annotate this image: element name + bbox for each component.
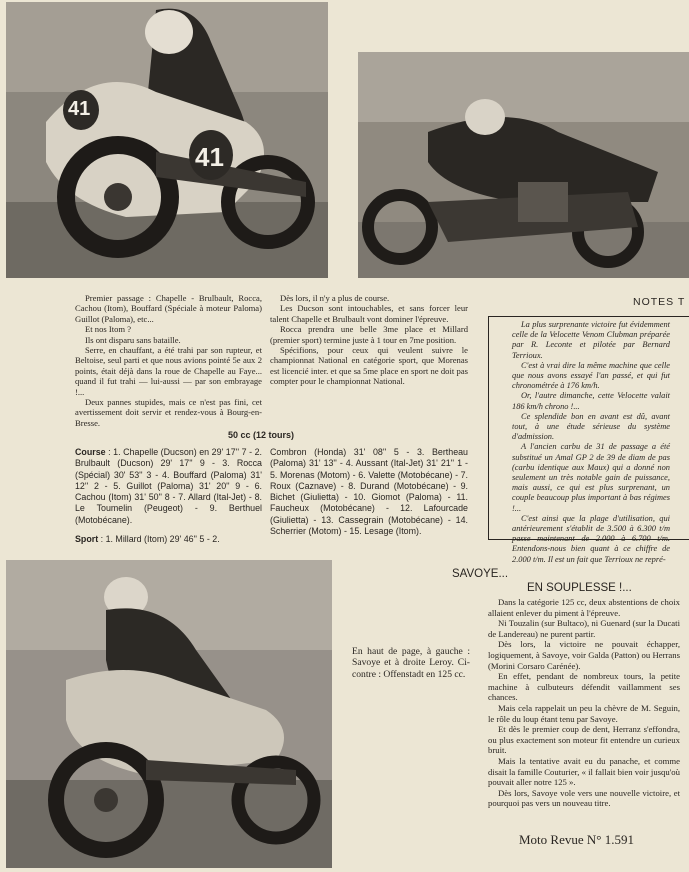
paragraph: Dès lors, il n'y a plus de course. [280,293,390,303]
paragraph: Ni Touzalin (sur Bultaco), ni Guenard (sur la Ducati de Landereau) ne purent partir. [488,618,680,639]
notes-paragraph: C'est ainsi que la plage d'utilisation, qui antérieurement s'établit de 3.500 à 6.300 t/m passe maintenant de 2.000 à 6.700 t/m. Entendons-nous bien quant à ce chiffre de 2.000 t/m. Il est un fait que Terrioux ne repré- [512,513,670,564]
paragraph: Et dès le premier coup de dent, Herranz s'effondra, ou plus exactement son moteur fit entendre un curieux bruit. [488,724,680,756]
sport-label: Sport [75,534,99,545]
photo-caption: En haut de page, à gauche : Savoye et à droite Leroy. Ci-contre : Offenstadt en 125 cc. [352,646,470,680]
sport-results-text: : 1. Millard (Itom) 29' 46'' 5 - 2. [98,534,220,545]
paragraph: Mais la tentative avait eu du panache, et comme disait la famille Couturier, « il fallait bien voir jusqu'où pouvait aller notre 125 ». [488,755,680,788]
results-heading: 50 cc (12 tours) [228,430,295,440]
race-report-middle-column [270,293,468,387]
results-right-column [270,447,468,537]
paragraph: Ils ont disparu sans bataille. [85,334,181,345]
race-report-left-column [75,293,262,428]
savoye-article [488,597,680,809]
rider-number-label: 41 [195,142,224,172]
course-results [75,447,262,526]
results-left-column [75,447,262,545]
sport-results-continued: Combron (Honda) 31' 08'' 5 - 3. Bertheau (Paloma) 31' 13'' - 4. Aussant (Ital-Jet) 31' 21'' 1 - 5. Morenas (Motom) - 6. Valette (Motobécane) - 7. Roux (Caznave) - 8. Durand (Motobécane) - 9. Bichet (Giulietta) - 10. Giomot (Paloma) - 11. Faucheux (Motobécane) - 12. Lafourcade (Giulietta) - 13. Cassegrain (Motobécane) - 14. Scherrier (Motom) - 15. Lesage (Itom). [270,447,468,537]
notes-body [512,320,670,565]
magazine-footer: Moto Revue N° 1.591 [519,832,634,847]
paragraph: Serre, en chauffant, a été trahi par son rupteur, et Beltoise, seul parti et que nous avions pointé 5e aux 2 points, était déjà dans la roue de Chapelle au Faye... quand il fut trahi — lui-aussi — par son embrayage !... [75,345,262,397]
paragraph: Premier passage : Chapelle - Brulbault, Rocca, Cachou (Itom), Bouffard (Spéciale à moteur Paloma) Guillot (Paloma), etc... [75,293,262,324]
notes-paragraph: Ce splendide bon en avant est dû, avant tout, à une étude sérieuse du système d'admission. [512,411,670,442]
section-subtitle: EN SOUPLESSE !... [527,582,632,594]
photo-savoye-rider-41 [6,2,328,278]
paragraph: Et nos Itom ? [85,324,132,335]
photo-leroy [358,52,689,278]
sport-results [75,534,262,545]
paragraph: Dès lors, la victoire ne pouvait échapper, logiquement, à Savoye, voir Galda (Patton) ou Herrans (Morini Corsaro Carénée). [488,639,680,671]
notes-title: NOTES T [633,296,686,308]
paragraph: Mais cela rappelait un peu la chèvre de M. Seguin, le rôle du loup étant tenu par Savoye. [488,702,680,724]
notes-paragraph: C'est à vrai dire la même machine que celle que nous avons essayé l'an passé, et qui fut chronométrée à 176 km/h. [512,360,670,391]
paragraph: Les Ducson sont intouchables, et sans forcer leur talent Chapelle et Brulbault vont dominer l'épreuve. [270,303,468,324]
paragraph: Dès lors, Savoye vole vers une nouvelle victoire, et pourquoi pas vers un nouveau titre. [488,787,680,809]
paragraph: Deux pannes stupides, mais ce n'est pas fini, cet avertissement doit servir et rendez-vous à Bourg-en-Bresse. [75,397,262,428]
paragraph: Rocca prendra une belle 3me place et Millard (premier sport) termine juste à 1 tour en 7me position. [270,324,468,345]
notes-paragraph: La plus surprenante victoire fut évidemment celle de la Velocette Venom Clubman préparée par R. Leconte et pilotée par Bernard Terrioux. [512,320,670,360]
course-results-text: : 1. Chapelle (Ducson) en 29' 17'' 7 - 2. Brulbault (Ducson) 29' 17'' 9 - 3. Rocca (Spécial) 30' 53'' 3 - 4. Bouffard (Paloma) 31' 12'' 2 - 5. Guillot (Paloma) 31' 20'' 9 - 6. Cachou (Itom) 31' 50'' 8 - 7. Allard (Ital-Jet) - 8. Le Toumelin (Peugeot) - 9. Berthuel (Motobécane). [75,447,262,525]
paragraph: Spécifions, pour ceux qui veulent suivre le championnat National en catégorie sport, que Morenas est licencié inter. et que sa 5me place en sport ne doit pas compter pour le championnat National. [270,345,468,387]
notes-paragraph: A l'ancien carbu de 31 de passage a été substitué un Amal GP 2 de 39 de diam de pas (carbu identique aux Maux) qui a donné non seulement un très notable gain de puissance, mais aussi, ce qui est plus surprenant, un couple beaucoup plus important à bas régimes !... [512,442,670,513]
section-title: SAVOYE... [452,568,509,580]
notes-paragraph: Or, l'autre dimanche, cette Velocette valait 186 km/h chrono !... [512,391,670,411]
paragraph: En effet, pendant de nombreux tours, la petite machine à culbuteurs défendit vaillamment ses chances. [488,671,680,703]
paragraph: Dans la catégorie 125 cc, deux abstentions de choix allaient enlever du piment à l'épreuve. [488,597,680,618]
photo-offenstadt [6,560,332,868]
rider-number-label-front: 41 [68,98,91,120]
course-label: Course [75,447,106,457]
